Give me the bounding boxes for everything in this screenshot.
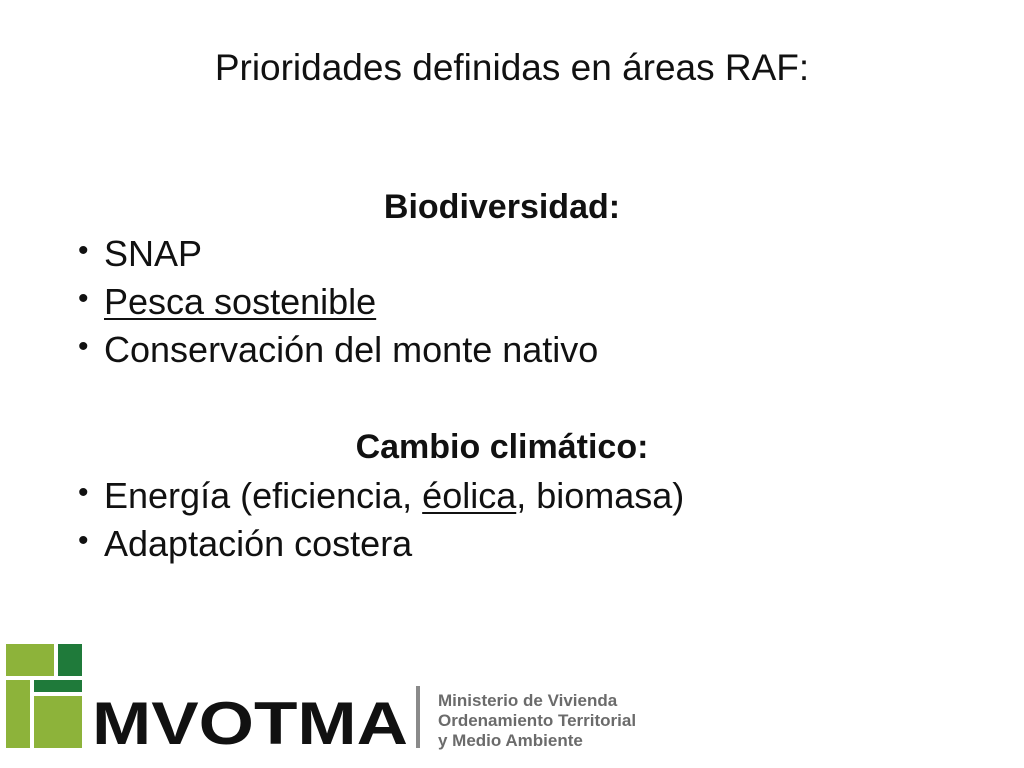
- list-item-text-underlined: éolica: [422, 475, 517, 516]
- section-heading-cambio-climatico: Cambio climático:: [355, 428, 649, 466]
- bullet-icon: •: [78, 234, 89, 267]
- bullet-icon: •: [78, 282, 89, 315]
- bullet-icon: •: [78, 330, 89, 363]
- list-item-text: Conservación del monte nativo: [104, 329, 599, 370]
- bullet-list-cambio-climatico: [74, 472, 684, 568]
- list-item: [74, 520, 684, 568]
- list-item-text: Pesca sostenible: [104, 281, 377, 322]
- list-item-text-part: , biomasa): [516, 475, 685, 516]
- list-item: [74, 230, 598, 278]
- logo-mark-block: [34, 696, 82, 748]
- list-item-text: Adaptación costera: [104, 523, 413, 564]
- logo-subtitle-line: Ministerio de Vivienda: [438, 691, 618, 710]
- list-item-text: SNAP: [104, 233, 203, 274]
- bullet-list-biodiversidad: [74, 230, 598, 374]
- bullet-icon: •: [78, 524, 89, 557]
- logo-mark-block: [34, 680, 82, 692]
- logo-subtitle-line: y Medio Ambiente: [438, 731, 583, 750]
- logo-subtitle-line: Ordenamiento Territorial: [438, 711, 637, 730]
- list-item: [74, 278, 598, 326]
- slide-title: Prioridades definidas en áreas RAF:: [214, 47, 810, 88]
- logo-mark-block: [58, 644, 82, 676]
- logo-mark-block: [6, 644, 54, 676]
- bullet-icon: •: [78, 476, 89, 509]
- logo-mark-block: [6, 680, 30, 748]
- logo-divider: [416, 686, 420, 748]
- mvotma-logo: [0, 640, 640, 752]
- logo-mark-icon: [6, 644, 82, 748]
- section-heading-biodiversidad: Biodiversidad:: [383, 188, 621, 226]
- list-item: [74, 472, 684, 520]
- list-item-text-part: Energía (eficiencia,: [104, 475, 423, 516]
- list-item: [74, 326, 598, 374]
- logo-wordmark: MVOTMA: [92, 690, 408, 752]
